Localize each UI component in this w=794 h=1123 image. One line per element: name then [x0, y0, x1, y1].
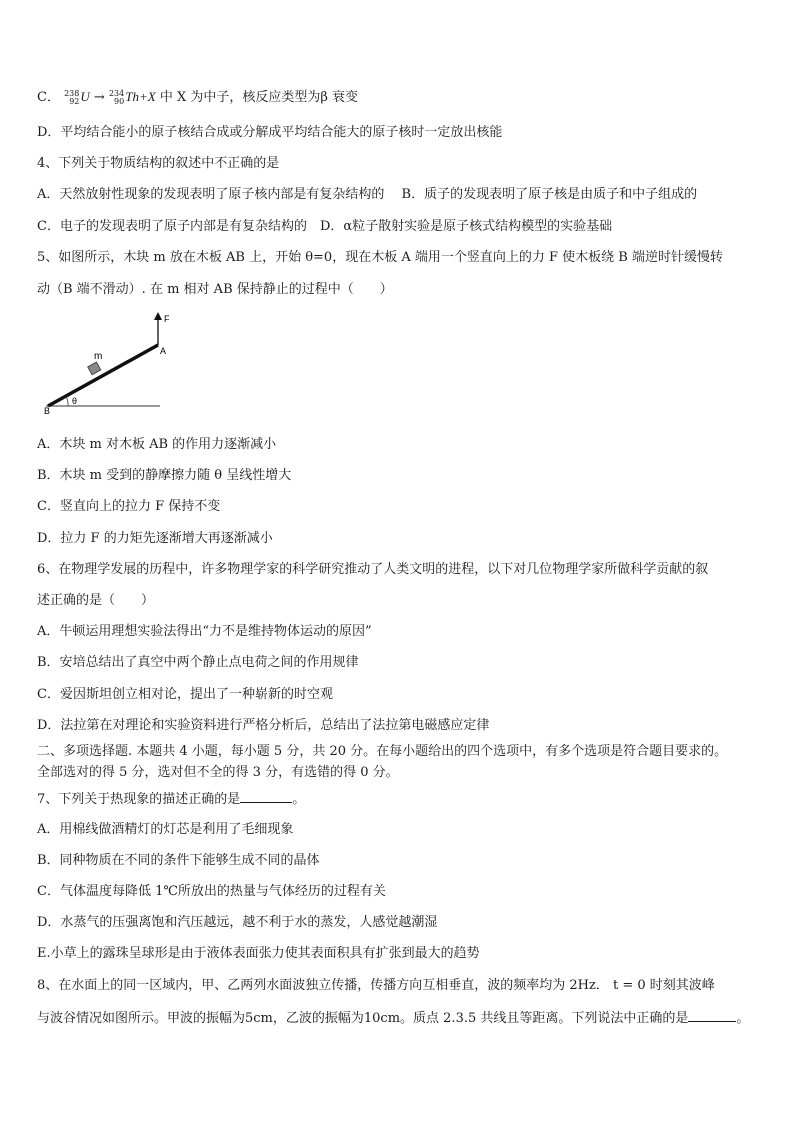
label-f: F [164, 314, 170, 324]
question-5-option-a: A．木块 m 对木板 AB 的作用力逐渐减小 [37, 437, 277, 452]
question-5-option-b: B．木块 m 受到的静摩擦力随 θ 呈线性增大 [37, 468, 292, 483]
question-7-option-d: D．水蒸气的压强离饱和汽压越远，越不利于水的蒸发，人感觉越潮湿 [37, 915, 438, 930]
question-8-stem-line2: 与波谷情况如图所示。甲波的振幅为5cm，乙波的振幅为10cm。质点 2.3.5 共线且等距离。下列说法中正确的是 。 [37, 1011, 750, 1026]
uranium-nucleon-numbers: 238 92 [64, 88, 80, 106]
question-4-stem: 4、下列关于物质结构的叙述中不正确的是 [37, 156, 280, 171]
block-m [88, 362, 101, 375]
question-6-option-b: B．安培总结出了真空中两个静止点电荷之间的作用规律 [37, 655, 359, 670]
question-7-option-e: E.小草上的露珠呈球形是由于液体表面张力使其表面积具有扩张到最大的趋势 [37, 946, 480, 961]
label-a: A [160, 346, 167, 356]
answer-blank [240, 790, 292, 803]
option-label: C． [37, 90, 60, 105]
thorium-symbol: Th+X [125, 89, 156, 104]
question-6-option-c: C．爱因斯坦创立相对论，提出了一种崭新的时空观 [37, 687, 333, 702]
reaction-arrow: → [93, 90, 105, 105]
question-5-option-c: C．竖直向上的拉力 F 保持不变 [37, 499, 221, 514]
question-7-option-c: C．气体温度每降低 1℃所放出的热量与气体经历的过程有关 [37, 884, 386, 899]
label-b: B [44, 406, 51, 416]
option-d-binding-energy: D．平均结合能小的原子核结合成或分解成平均结合能大的原子核时一定放出核能 [37, 125, 503, 140]
question-5-option-d: D．拉力 F 的力矩先逐渐增大再逐渐减小 [37, 531, 273, 546]
question-7-option-a: A．用棉线做酒精灯的灯芯是利用了毛细现象 [37, 822, 294, 837]
force-f-arrowhead [154, 312, 162, 320]
inclined-plank-figure [40, 310, 170, 416]
question-8-stem-line1: 8、在水面上的同一区域内，甲、乙两列水面波独立传播，传播方向互相垂直，波的频率均为 2Hz． t = 0 时刻其波峰 [37, 978, 715, 993]
section-2-heading-line2: 全部选对的得 5 分，选对但不全的得 3 分，有选错的得 0 分。 [37, 765, 399, 780]
question-5-stem-line1: 5、如图所示，木块 m 放在木板 AB 上，开始 θ=0，现在木板 A 端用一个竖直向上的力 F 使木板绕 B 端逆时针缓慢转 [37, 250, 723, 265]
label-m: m [94, 351, 103, 362]
question-6-option-d: D．法拉第在对理论和实验资料进行严格分析后，总结出了法拉第电磁感应定律 [37, 718, 490, 733]
plank-ab [48, 345, 158, 406]
thorium-nucleon-numbers: 234 90 [108, 88, 125, 106]
section-2-heading-line1: 二、多项选择题. 本题共 4 小题，每小题 5 分，共 20 分。在每小题给出的四个选项中，有多个选项是符合题目要求的。 [37, 744, 728, 759]
question-6-option-a: A．牛顿运用理想实验法得出“力不是维持物体运动的原因” [37, 624, 372, 639]
question-7-option-b: B．同种物质在不同的条件下能够生成不同的晶体 [37, 853, 320, 868]
question-6-stem-line1: 6、在物理学发展的历程中，许多物理学家的科学研究推动了人类文明的进程，以下对几位物理学家所做科学贡献的叙 [37, 562, 709, 577]
angle-arc [66, 396, 68, 406]
question-7-stem: 7、下列关于热现象的描述正确的是 。 [37, 792, 306, 807]
answer-blank [688, 1009, 736, 1022]
question-5-stem-line2: 动（B 端不滑动）. 在 m 相对 AB 保持静止的过程中（ ） [37, 282, 393, 297]
option-c-nuclear-equation [37, 88, 358, 107]
uranium-symbol: U [80, 89, 90, 104]
label-theta: θ [72, 396, 78, 406]
option-text: 中 X 为中子，核反应类型为β 衰变 [159, 90, 358, 105]
question-6-stem-line2: 述正确的是（ ） [37, 593, 155, 608]
question-4-options-ab: A．天然放射性现象的发现表明了原子核内部是有复杂结构的 B．质子的发现表明了原子核是由质子和中子组成的 [37, 187, 698, 202]
question-4-options-cd: C．电子的发现表明了原子内部是有复杂结构的 D．α粒子散射实验是原子核式结构模型的实验基础 [37, 219, 613, 234]
